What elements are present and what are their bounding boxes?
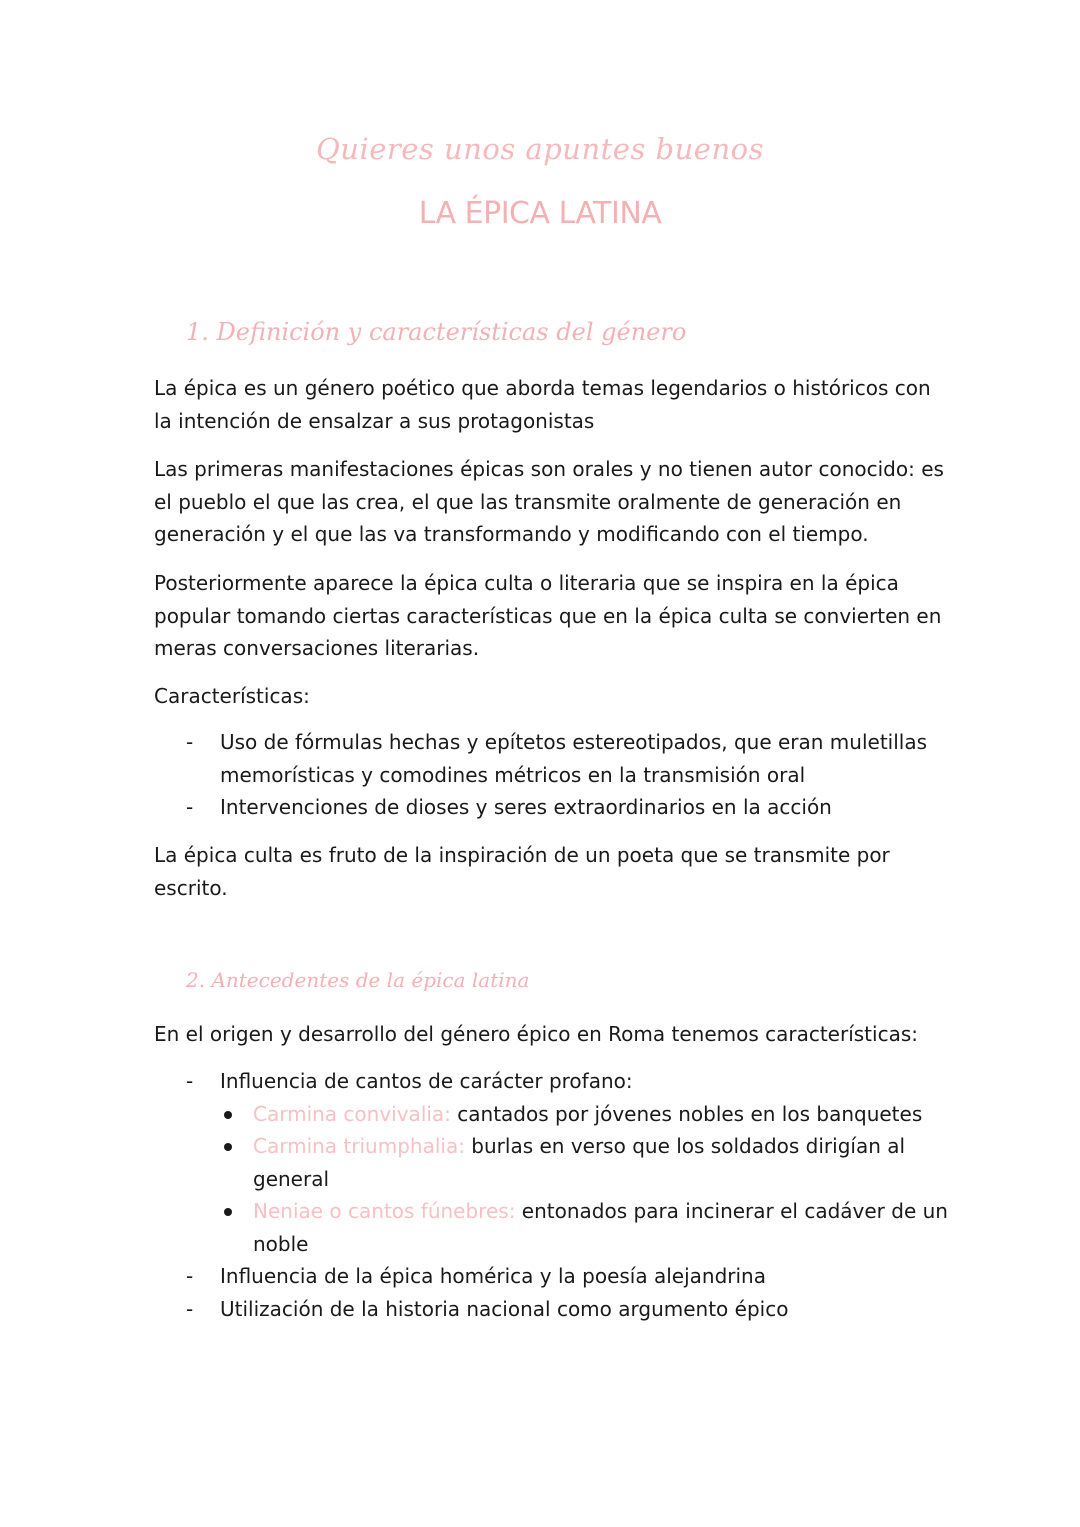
- sublist-item: [220, 1130, 954, 1195]
- list-item: [154, 1293, 954, 1326]
- list-item: [154, 726, 954, 791]
- term-label: Carmina triumphalia:: [253, 1134, 465, 1158]
- term-description: cantados por jóvenes nobles en los banquetes: [450, 1101, 923, 1126]
- dash-marker: -: [186, 795, 194, 819]
- term-description: entonados para incinerar el cadáver de un noble: [253, 1199, 948, 1256]
- header-tagline: Quieres unos apuntes buenos: [316, 132, 764, 166]
- paragraph-antecedents-intro: En el origen y desarrollo del género épico en Roma tenemos características:: [154, 1022, 918, 1046]
- paragraph-definition: La épica es un género poético que aborda temas legendarios o históricos con la intención de ensalzar a sus protagonistas: [154, 376, 931, 433]
- list-item: [154, 791, 954, 824]
- bullet-dot: [224, 1111, 232, 1119]
- paragraph-oral-epic: Las primeras manifestaciones épicas son orales y no tienen autor conocido: es el pueblo el que las crea, el que las transmite oralmente de generación en generación y el que las va transformando y modificando con el tiempo.: [154, 457, 944, 546]
- section-heading-definition: 1. Definición y características del género: [186, 318, 687, 346]
- dash-marker: -: [186, 1264, 194, 1288]
- dash-marker: -: [186, 1296, 194, 1321]
- list-item-text: Influencia de cantos de carácter profano:: [220, 1069, 633, 1093]
- list-item: [154, 1260, 954, 1293]
- term-label: Neniae o cantos fúnebres:: [253, 1199, 516, 1223]
- dash-marker: -: [186, 1069, 194, 1093]
- list-item-text: Utilización de la historia nacional como argumento épico: [220, 1296, 789, 1321]
- dash-marker: -: [186, 730, 194, 754]
- sublist-item: [220, 1098, 954, 1131]
- section-heading-antecedents: 2. Antecedentes de la épica latina: [186, 968, 530, 992]
- term-description: burlas en verso que los soldados dirigían al general: [253, 1134, 906, 1191]
- antecedents-list: [154, 1065, 954, 1325]
- characteristics-list: [154, 726, 954, 824]
- term-label: Carmina convivalia:: [253, 1101, 451, 1126]
- list-item-text: Intervenciones de dioses y seres extraordinarios en la acción: [220, 795, 832, 819]
- list-item: [154, 1065, 954, 1260]
- characteristics-label: Características:: [154, 684, 310, 708]
- bullet-dot: [224, 1143, 232, 1151]
- list-item-text: Uso de fórmulas hechas y epítetos estereotipados, que eran muletillas memorísticas y comodines métricos en la transmisión oral: [220, 730, 928, 787]
- list-item-text: Influencia de la épica homérica y la poesía alejandrina: [220, 1264, 766, 1288]
- paragraph-cult-epic: Posteriormente aparece la épica culta o literaria que se inspira en la épica popular tomando ciertas características que en la épica culta se convierten en meras conversaciones literarias.: [154, 571, 942, 660]
- document-title: LA ÉPICA LATINA: [418, 196, 662, 231]
- songs-sublist: [220, 1098, 954, 1261]
- sublist-item: [220, 1195, 954, 1260]
- paragraph-cult-epic-origin: La épica culta es fruto de la inspiración de un poeta que se transmite por escrito.: [154, 843, 890, 900]
- bullet-dot: [224, 1208, 232, 1216]
